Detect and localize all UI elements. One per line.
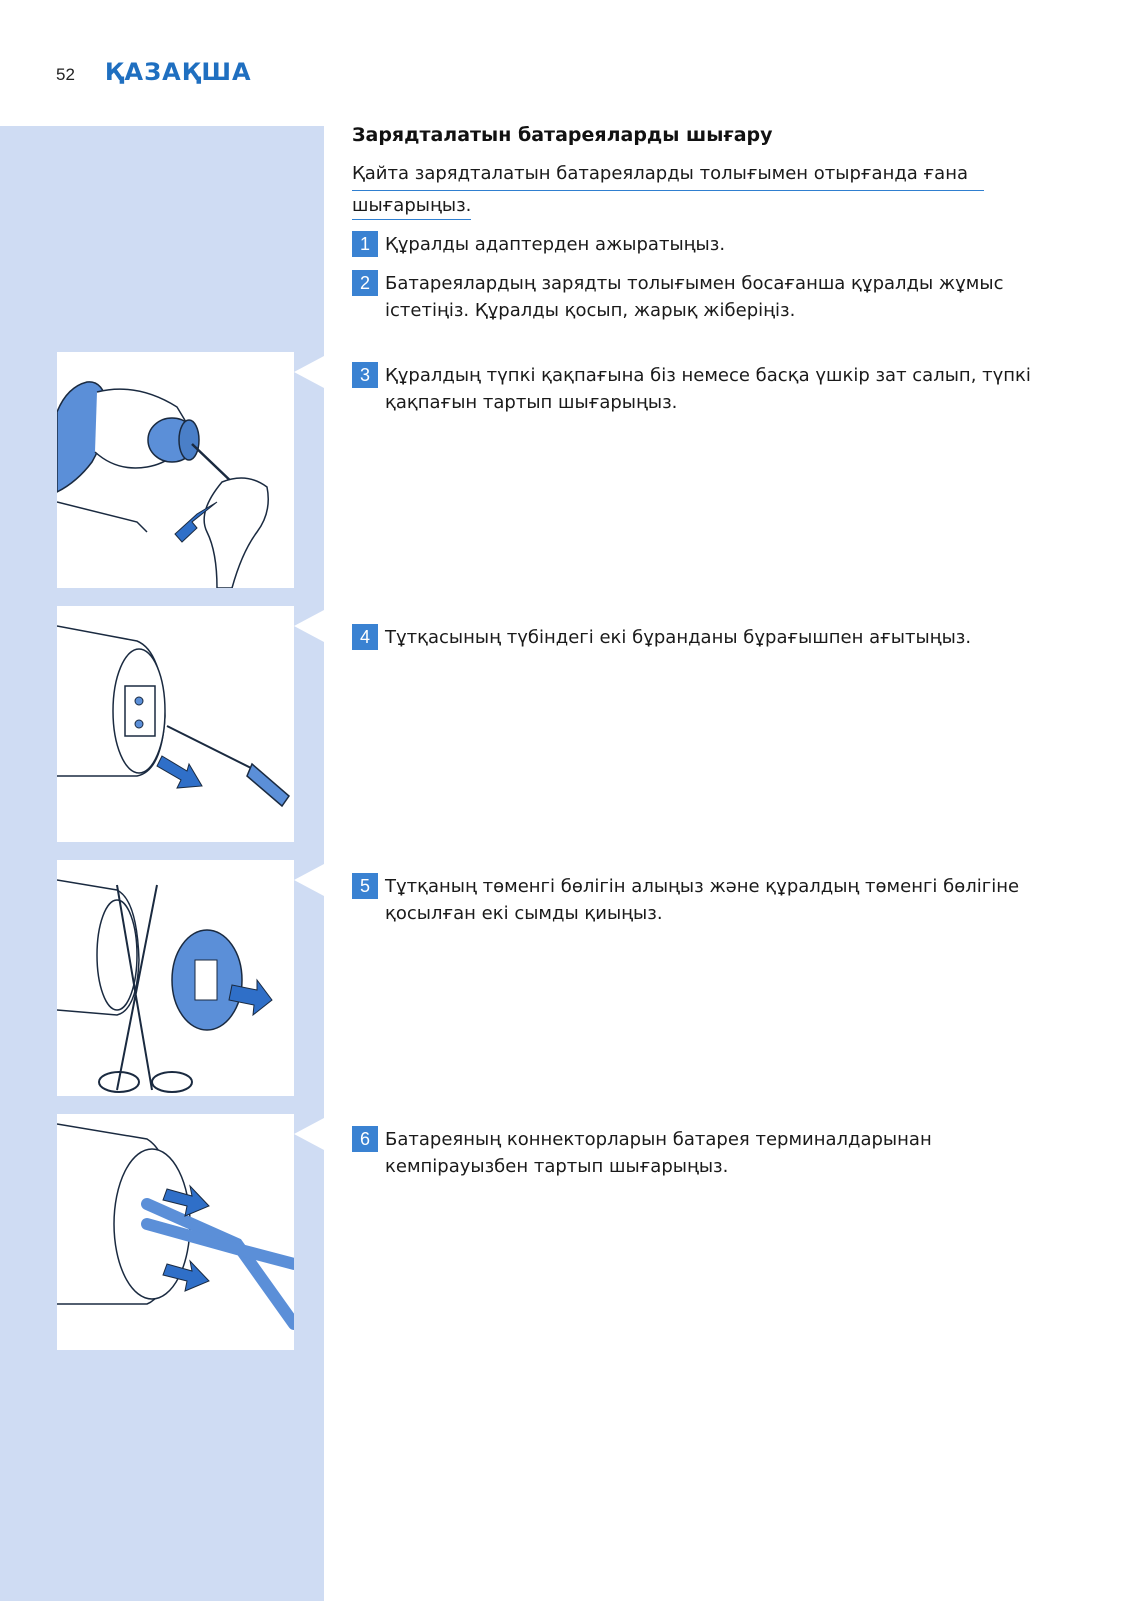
figure-step-4 [57, 606, 294, 842]
step-text: Тұтқаның төменгі бөлігін алыңыз және құралдың төменгі бөлігіне қосылған екі сымды қиыңыз. [385, 876, 1020, 924]
page-header [56, 58, 252, 86]
step-3 [352, 362, 1072, 416]
step-number: 3 [352, 362, 378, 388]
step-number: 6 [352, 1126, 378, 1152]
figure-pointer [294, 356, 324, 388]
step-6 [352, 1126, 1072, 1180]
step-number: 4 [352, 624, 378, 650]
step-number: 1 [352, 231, 378, 257]
figure-step-6 [57, 1114, 294, 1350]
step-5 [352, 873, 1072, 927]
figure-pointer [294, 1118, 324, 1150]
step-number: 2 [352, 270, 378, 296]
step-text: Құралдың түпкі қақпағына біз немесе басқа үшкір зат салып, түпкі қақпағын тартып шығарыңыз. [385, 365, 1031, 413]
intro-note [352, 160, 984, 191]
intro-line-2: шығарыңыз. [352, 195, 471, 220]
step-1 [352, 231, 1072, 258]
page-number: 52 [56, 65, 75, 84]
section-title: Зарядталатын батареяларды шығару [352, 124, 773, 146]
intro-line-2-wrapper [352, 192, 1072, 219]
figure-step-3 [57, 352, 294, 588]
language-heading: ҚАЗАҚША [104, 58, 252, 86]
step-text: Батареяның коннекторларын батарея терминалдарынан кемпірауызбен тартып шығарыңыз. [385, 1129, 932, 1177]
step-text: Құралды адаптерден ажыратыңыз. [385, 234, 726, 255]
figure-step-5 [57, 860, 294, 1096]
screwdriver-illustration [57, 606, 294, 842]
intro-line-1: Қайта зарядталатын батареяларды толығымен отырғанда ғана [352, 163, 969, 184]
end-cap-removal-illustration [57, 352, 294, 588]
pliers-illustration [57, 1114, 294, 1350]
figure-pointer [294, 610, 324, 642]
figure-pointer [294, 864, 324, 896]
scissors-illustration [57, 860, 294, 1096]
main-content [352, 124, 1072, 219]
step-text: Тұтқасының түбіндегі екі бұранданы бұрағышпен ағытыңыз. [385, 627, 972, 648]
step-number: 5 [352, 873, 378, 899]
step-2 [352, 270, 1072, 324]
step-4 [352, 624, 1072, 651]
step-text: Батареялардың зарядты толығымен босағанша құралды жұмыс істетіңіз. Құралды қосып, жарық жіберіңіз. [385, 273, 1004, 321]
